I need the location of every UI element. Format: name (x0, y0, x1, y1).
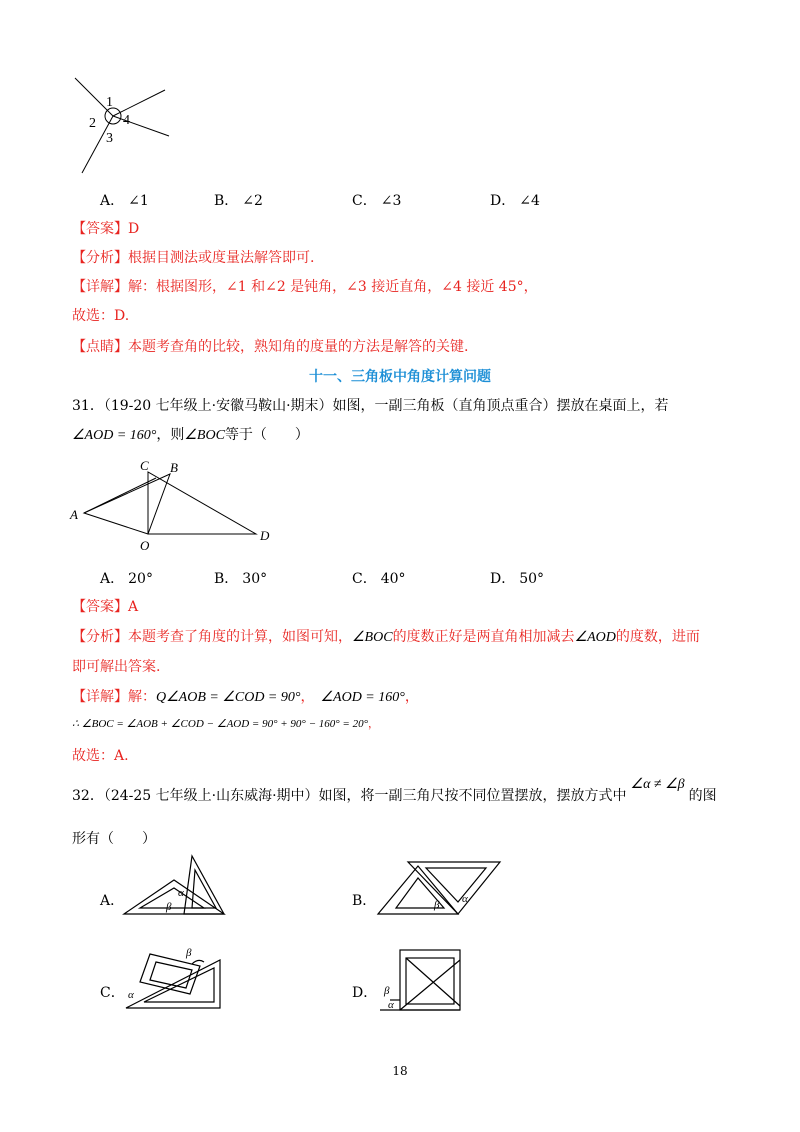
page-number: 18 (392, 1064, 408, 1078)
q31-option-a: A． 20° (100, 571, 153, 587)
beta-label: β (166, 901, 172, 913)
q31-analysis-line2: 即可解出答案. (72, 659, 161, 675)
ray-upper-right (113, 90, 165, 116)
point-label-d: D (260, 528, 270, 543)
q31-analysis: 【分析】本题考查了角度的计算，如图可知，∠BOC的度数正好是两直角相加减去∠AOD的度数，进而 (72, 629, 700, 645)
set-square-45-inner (140, 888, 204, 908)
q30-option-c: C． ∠3 (352, 193, 402, 209)
q30-option-a: A． ∠1 (100, 193, 149, 209)
q30-comment: 【点睛】本题考查角的比较，熟知角的度量的方法是解答的关键. (72, 339, 469, 355)
q32-stem: 32．（24-25 七年级上·山东威海·期中）如图，将一副三角尺按不同位置摆放，摆放方式中∠α ≠ ∠β的图 (72, 777, 717, 804)
set-square-30-outer (126, 960, 220, 1008)
q31-option-d: D． 50° (490, 571, 545, 587)
angle-label-1: 1 (106, 95, 113, 110)
q31-stem-line1: 31．（19-20 七年级上·安徽马鞍山·期末）如图，一副三角板（直角顶点重合）摆放在桌面上，若 (72, 398, 669, 414)
point-label-a: A (70, 507, 78, 522)
alpha-label: α (462, 893, 468, 905)
q32-option-d-label: D． (352, 985, 378, 1001)
q31-stem-line2: ∠AOD = 160°，则∠BOC等于（ ） (72, 427, 309, 443)
angle-label-3: 3 (106, 131, 113, 146)
set-square-45-inner (150, 962, 192, 988)
q32-figure-b (374, 856, 504, 918)
alpha-label: α (388, 999, 394, 1011)
q32-figure-c (120, 942, 230, 1012)
q32-stem-line2: 形有（ ） (72, 831, 156, 847)
point-label-o: O (140, 538, 150, 553)
q32-option-c-label: C． (100, 985, 125, 1001)
q31-detail-line2: ∴ ∠BOC = ∠AOB + ∠COD − ∠AOD = 90° + 90° − 160° = 20°， (72, 717, 379, 730)
point-label-b: B (170, 460, 178, 475)
segment-ac (84, 478, 156, 513)
q32-figure-a (120, 852, 230, 917)
section-title: 十一、三角板中角度计算问题 (309, 369, 491, 385)
triangle-cod (148, 472, 256, 534)
q30-choose: 故选：D. (72, 308, 130, 324)
q31-detail: 【详解】解：Q∠AOB = ∠COD = 90°， ∠AOD = 160°， (72, 689, 419, 705)
ray-lower-right (113, 116, 169, 136)
angle-label-2: 2 (89, 116, 96, 131)
q31-option-c: C． 40° (352, 571, 406, 587)
q31-answer: 【答案】A (72, 599, 139, 615)
q31-option-b: B． 30° (214, 571, 268, 587)
rays-figure (66, 70, 176, 175)
set-square-45-outer (124, 880, 224, 914)
set-square-30-outer (184, 856, 224, 914)
q30-detail: 【详解】解：根据图形，∠1 和∠2 是钝角，∠3 接近直角，∠4 接近 45°， (72, 279, 538, 295)
alpha-label: α (178, 887, 184, 899)
q30-analysis: 【分析】根据目测法或度量法解答即可. (72, 250, 315, 266)
q30-option-d: D． ∠4 (490, 193, 540, 209)
beta-label: β (384, 985, 390, 997)
point-label-c: C (140, 458, 149, 473)
triangle-aob (84, 474, 170, 534)
beta-label: β (434, 899, 440, 911)
q32-option-a-label: A． (100, 893, 125, 909)
q30-option-b: B． ∠2 (214, 193, 263, 209)
q31-triangle-figure (66, 456, 286, 556)
q31-choose: 故选：A. (72, 748, 129, 764)
q32-figure-d (376, 942, 466, 1014)
q30-answer: 【答案】D (72, 221, 140, 237)
beta-label: β (186, 947, 192, 959)
angle-label-4: 4 (123, 113, 130, 128)
alpha-label: α (128, 989, 134, 1001)
q32-option-b-label: B． (352, 893, 377, 909)
